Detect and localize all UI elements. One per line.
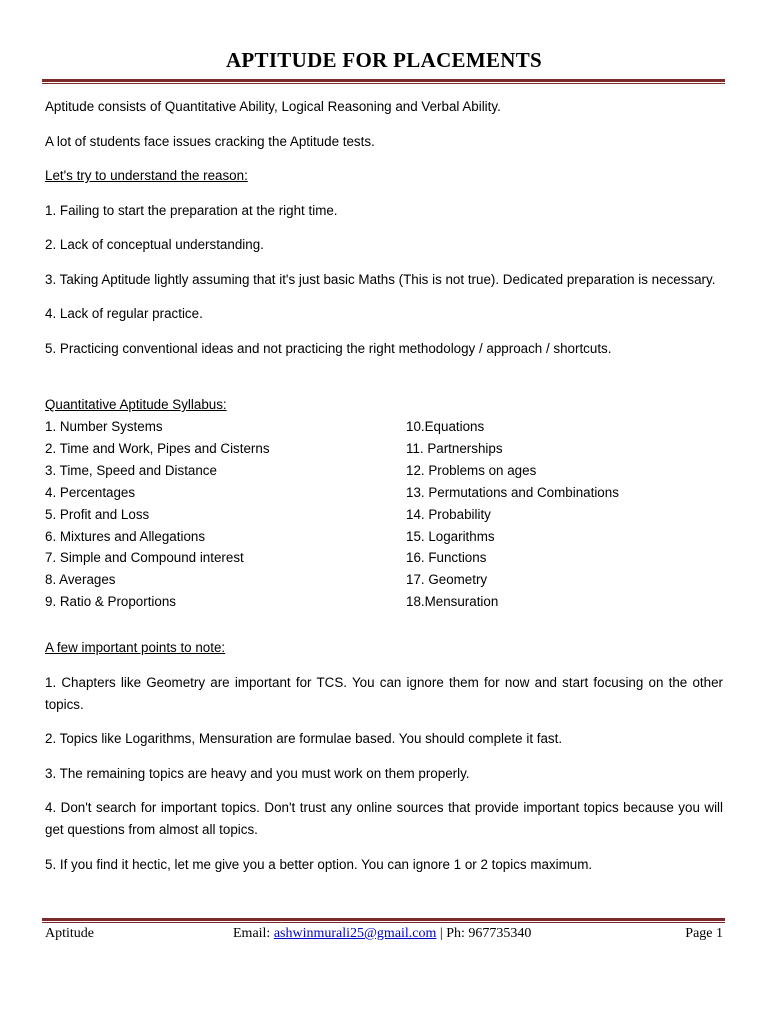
syllabus-list [45,416,723,613]
page-footer [45,926,723,946]
syllabus-item: 16. Functions [406,550,487,566]
intro-paragraph: A lot of students face issues cracking the Aptitude tests. [45,133,375,149]
syllabus-item: 12. Problems on ages [406,462,537,478]
syllabus-item: 14. Probability [406,506,491,522]
phone-text: | Ph: 967735340 [436,926,532,941]
syllabus-item: 5. Profit and Loss [45,506,150,522]
page-number: Page 1 [685,926,723,941]
syllabus-item: 7. Simple and Compound interest [45,550,244,566]
reason-item: 2. Lack of conceptual understanding. [45,237,264,252]
points-heading: A few important points to note: [45,640,226,656]
syllabus-item: 2. Time and Work, Pipes and Cisterns [45,440,270,456]
email-label: Email: [233,926,274,941]
syllabus-item: 3. Time, Speed and Distance [45,462,217,478]
reason-item: 1. Failing to start the preparation at the right time. [45,202,338,218]
intro-paragraph: Aptitude consists of Quantitative Ability, Logical Reasoning and Verbal Ability. [45,99,501,114]
header-divider [42,79,725,84]
footer-contact [233,926,531,942]
syllabus-item: 15. Logarithms [406,528,495,544]
syllabus-item: 17. Geometry [406,572,488,588]
syllabus-item: 11. Partnerships [406,440,503,456]
document-body [45,96,723,888]
syllabus-item: 8. Averages [45,572,116,588]
syllabus-heading: Quantitative Aptitude Syllabus: [45,397,227,412]
syllabus-item: 10.Equations [406,419,485,434]
reason-item: 3. Taking Aptitude lightly assuming that it's just basic Maths (This is not true). Dedicated preparation is necessary. [45,271,716,287]
point-item: 4. Don't search for important topics. Don't trust any online sources that provide important topics because you will get questions from almost all topics. [45,800,723,838]
page-title: APTITUDE FOR PLACEMENTS [225,48,543,72]
point-item: 5. If you find it hectic, let me give you a better option. You can ignore 1 or 2 topics maximum. [45,856,593,872]
footer-subject: Aptitude [45,926,94,941]
reasons-heading: Let's try to understand the reason: [45,168,248,183]
syllabus-item: 18.Mensuration [406,594,499,610]
syllabus-item: 1. Number Systems [45,419,163,434]
point-item: 3. The remaining topics are heavy and you must work on them properly. [45,765,470,781]
point-item: 2. Topics like Logarithms, Mensuration are formulae based. You should complete it fast. [45,731,563,747]
email-link[interactable]: ashwinmurali25@gmail.com [273,926,437,941]
reason-item: 5. Practicing conventional ideas and not practicing the right methodology / approach / shortcuts. [45,340,612,356]
point-item: 1. Chapters like Geometry are important for TCS. You can ignore them for now and start focusing on the other topics. [45,674,723,712]
syllabus-item: 4. Percentages [45,484,136,500]
reason-item: 4. Lack of regular practice. [45,306,203,321]
footer-divider [42,918,725,923]
syllabus-item: 13. Permutations and Combinations [406,484,619,500]
syllabus-item: 9. Ratio & Proportions [45,594,176,610]
syllabus-item: 6. Mixtures and Allegations [45,528,206,544]
